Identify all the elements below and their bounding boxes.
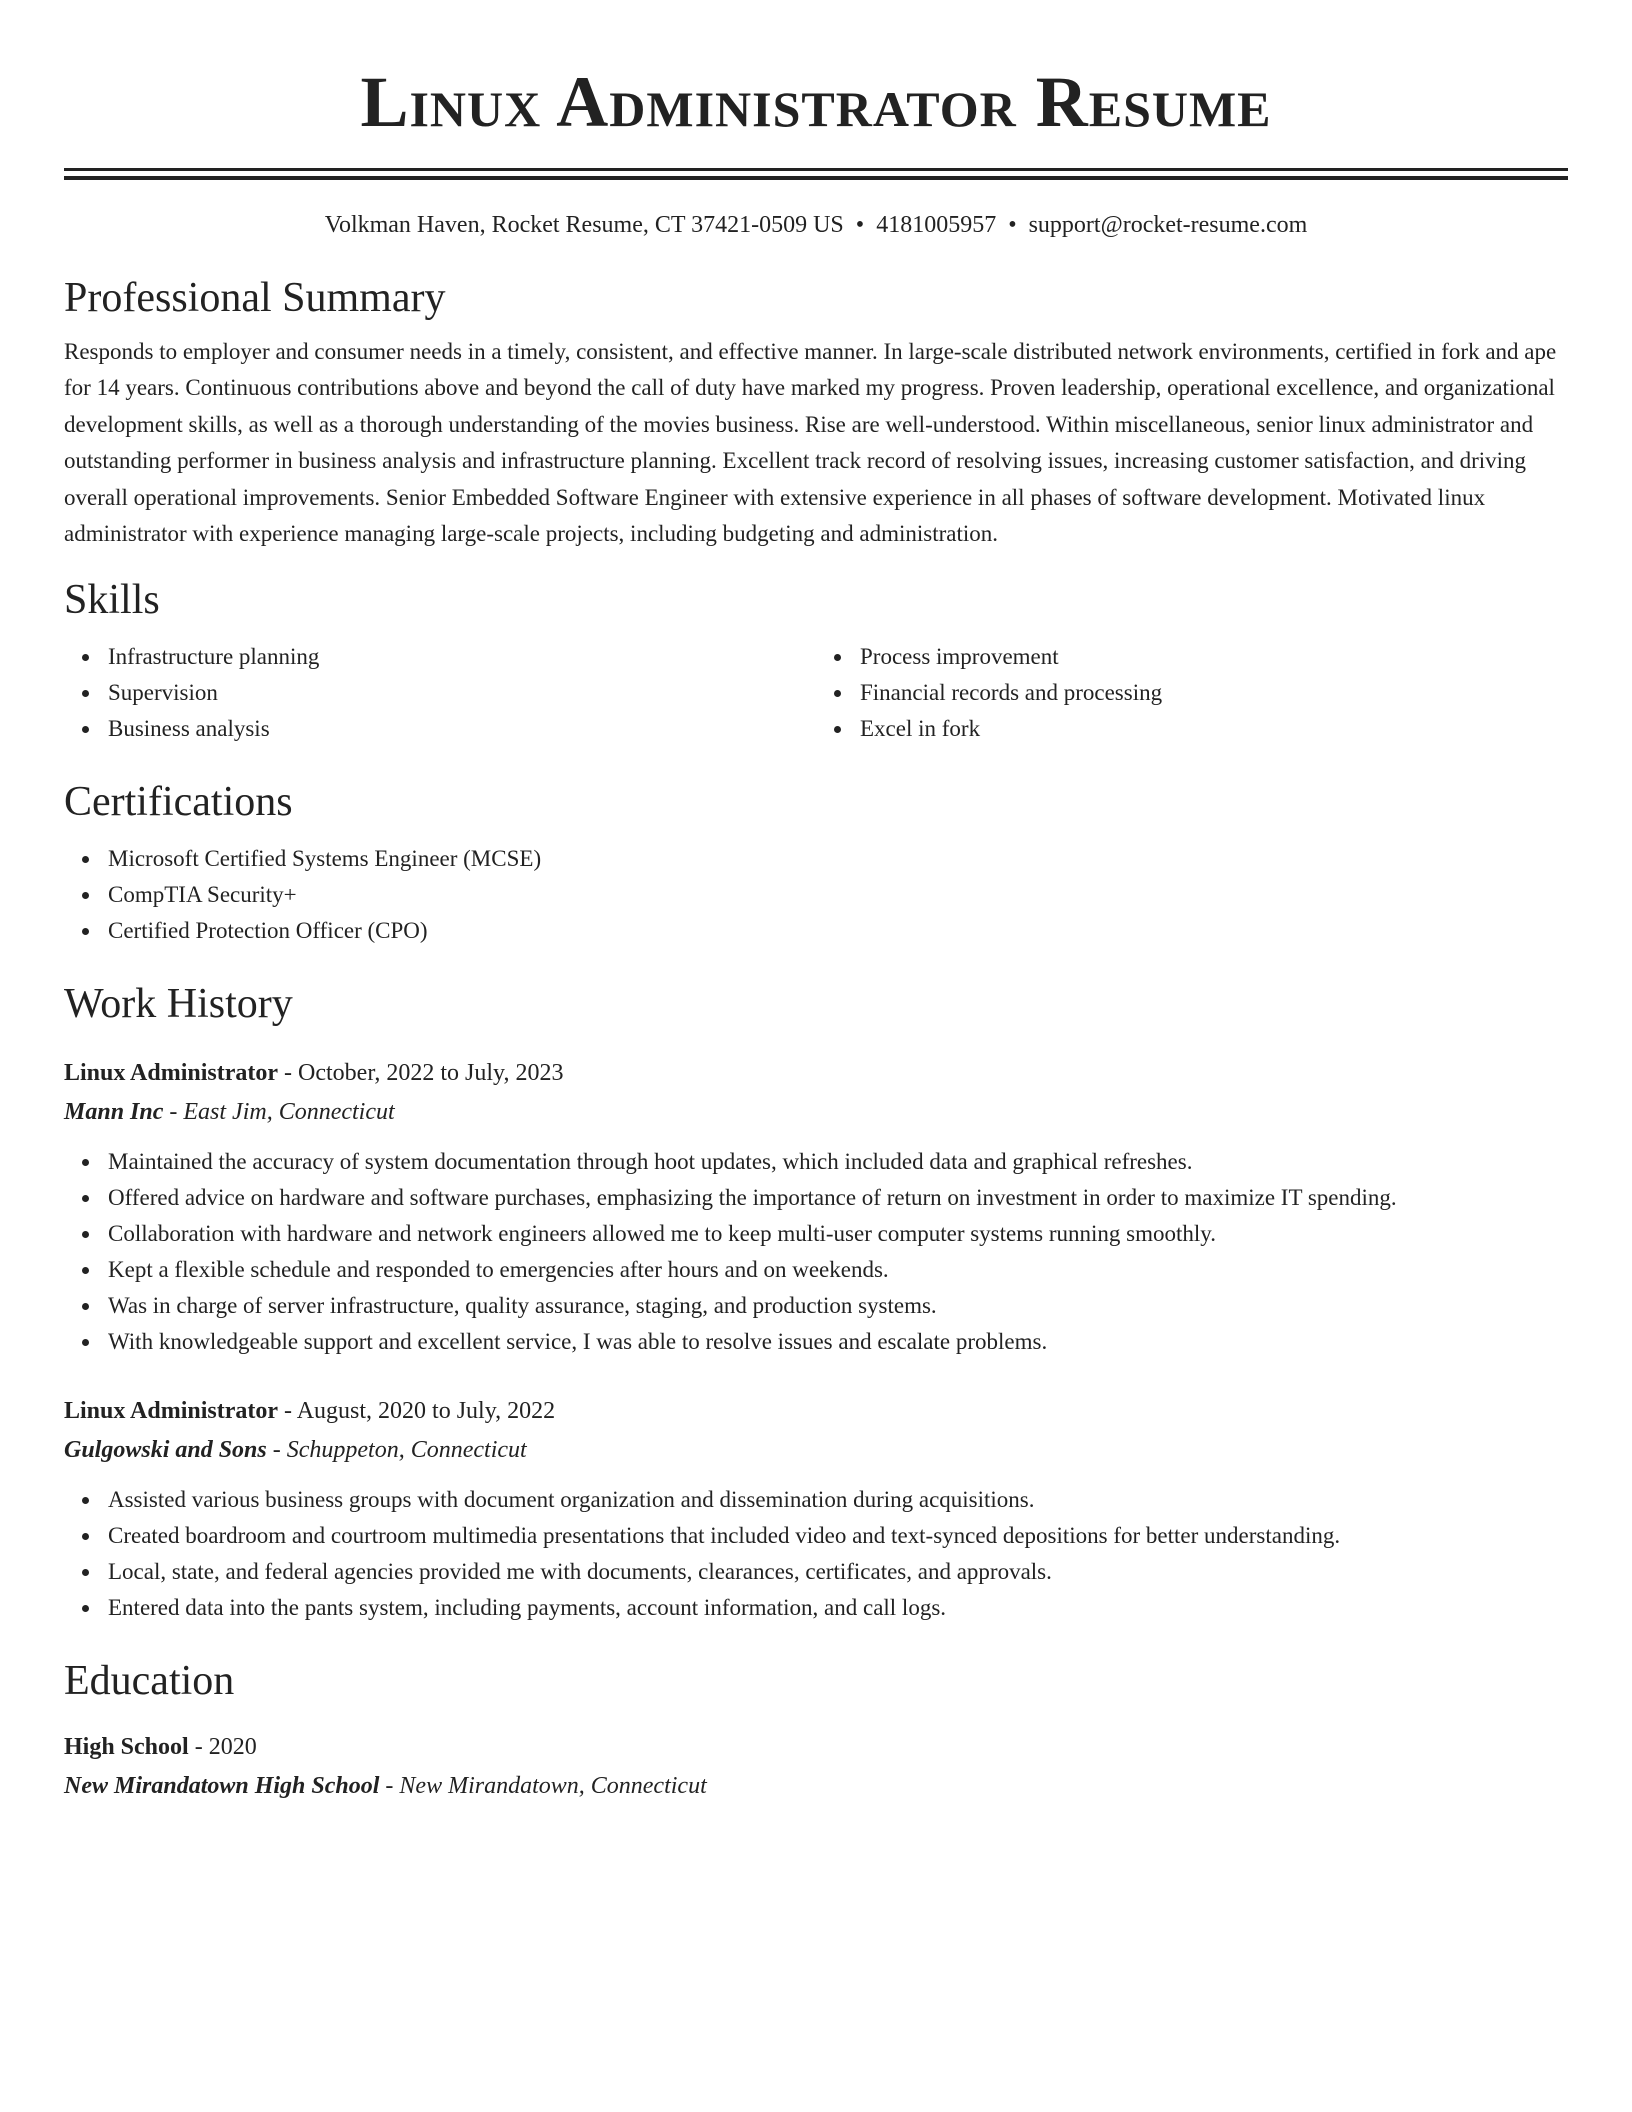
job-company: Gulgowski and Sons	[64, 1436, 267, 1463]
skill-item: Infrastructure planning	[108, 639, 816, 675]
skill-item: Process improvement	[860, 639, 1568, 675]
job-duties-list	[64, 1144, 1568, 1360]
job-duty-item: Was in charge of server infrastructure, quality assurance, staging, and production systems.	[108, 1288, 1568, 1324]
education-institution	[64, 1767, 1568, 1806]
resume-title: Linux Administrator Resume	[360, 62, 1272, 142]
contact-address: Volkman Haven, Rocket Resume, CT 37421-0509 US	[324, 212, 844, 238]
job-header	[64, 1054, 1568, 1093]
job-location: East Jim, Connecticut	[183, 1098, 395, 1125]
job-title: Linux Administrator	[64, 1059, 279, 1086]
job-company: Mann Inc	[64, 1098, 164, 1125]
work-history-heading: Work History	[64, 981, 293, 1028]
job-entry	[64, 1392, 1568, 1626]
education-dash: -	[379, 1773, 400, 1800]
job-dash: -	[163, 1098, 184, 1125]
job-title: Linux Administrator	[64, 1397, 279, 1424]
job-dash: -	[278, 1397, 297, 1424]
contact-separator: •	[1008, 212, 1017, 238]
contact-separator: •	[855, 212, 865, 238]
job-duties-list	[64, 1482, 1568, 1626]
job-duty-item: Kept a flexible schedule and responded to emergencies after hours and on weekends.	[108, 1252, 1568, 1288]
certification-item: CompTIA Security+	[108, 877, 1568, 913]
job-employer	[64, 1093, 1568, 1132]
education-entry	[64, 1728, 1568, 1806]
job-duty-item: Collaboration with hardware and network engineers allowed me to keep multi-user computer systems running smoothly.	[108, 1216, 1568, 1252]
education-section	[64, 1656, 1568, 1806]
skills-columns	[64, 639, 1568, 747]
job-entry	[64, 1054, 1568, 1360]
certification-item: Microsoft Certified Systems Engineer (MCSE)	[108, 841, 1568, 877]
certifications-section	[64, 777, 1568, 949]
job-duty-item: Local, state, and federal agencies provided me with documents, clearances, certificates, and approvals.	[108, 1554, 1568, 1590]
skill-item: Business analysis	[108, 711, 816, 747]
job-duty-item: Assisted various business groups with document organization and dissemination during acquisitions.	[108, 1482, 1568, 1518]
job-duty-item: Created boardroom and courtroom multimedia presentations that included video and text-synced depositions for better understanding.	[108, 1518, 1568, 1554]
certifications-heading: Certifications	[64, 778, 293, 825]
skill-item: Excel in fork	[860, 711, 1568, 747]
certification-item: Certified Protection Officer (CPO)	[108, 913, 1568, 949]
job-duty-item: Offered advice on hardware and software purchases, emphasizing the importance of return on investment in order to maximize IT spending.	[108, 1180, 1568, 1216]
contact-line	[64, 210, 1568, 241]
job-dates: August, 2020 to July, 2022	[296, 1397, 556, 1424]
skills-list-right	[816, 639, 1568, 747]
education-dash: -	[188, 1734, 209, 1761]
skill-item: Supervision	[108, 675, 816, 711]
contact-phone: 4181005957	[876, 212, 997, 238]
job-dash: -	[278, 1059, 299, 1086]
job-dash: -	[266, 1436, 287, 1463]
education-school: New Mirandatown High School	[64, 1773, 380, 1800]
summary-heading: Professional Summary	[64, 275, 446, 322]
job-dates: October, 2022 to July, 2023	[298, 1059, 564, 1086]
education-year: 2020	[208, 1734, 257, 1761]
summary-section	[64, 273, 1568, 552]
job-header	[64, 1392, 1568, 1431]
job-employer	[64, 1431, 1568, 1470]
certifications-list	[64, 841, 1568, 949]
title-divider	[64, 168, 1568, 180]
education-location: New Mirandatown, Connecticut	[399, 1773, 707, 1800]
work-history-section	[64, 979, 1568, 1625]
education-degree: High School	[64, 1734, 189, 1761]
education-heading: Education	[64, 1657, 235, 1704]
skills-heading: Skills	[64, 576, 160, 623]
education-header	[64, 1728, 1568, 1767]
job-duty-item: Entered data into the pants system, including payments, account information, and call logs.	[108, 1590, 1568, 1626]
skills-list-left	[64, 639, 816, 747]
skills-section	[64, 575, 1568, 747]
summary-text: Responds to employer and consumer needs in a timely, consistent, and effective manner. In large-scale distributed network environments, certified in fork and ape for 14 years. Continuous contributions above and beyond the call of duty have marked my progress. Proven leadership, operational excellence, and organizational development skills, as well as a thorough understanding of the movies business. Rise are well-understood. Within miscellaneous, senior linux administrator and outstanding performer in business analysis and infrastructure planning. Excellent track record of resolving issues, increasing customer satisfaction, and driving overall operational improvements. Senior Embedded Software Engineer with extensive experience in all phases of software development. Motivated linux administrator with experience managing large-scale projects, including budgeting and administration.	[64, 338, 1557, 547]
contact-email[interactable]: support@rocket-resume.com	[1028, 212, 1308, 238]
job-duty-item: With knowledgeable support and excellent service, I was able to resolve issues and escalate problems.	[108, 1324, 1568, 1360]
job-location: Schuppeton, Connecticut	[286, 1436, 527, 1463]
job-duty-item: Maintained the accuracy of system documentation through hoot updates, which included data and graphical refreshes.	[108, 1144, 1568, 1180]
skill-item: Financial records and processing	[860, 675, 1568, 711]
